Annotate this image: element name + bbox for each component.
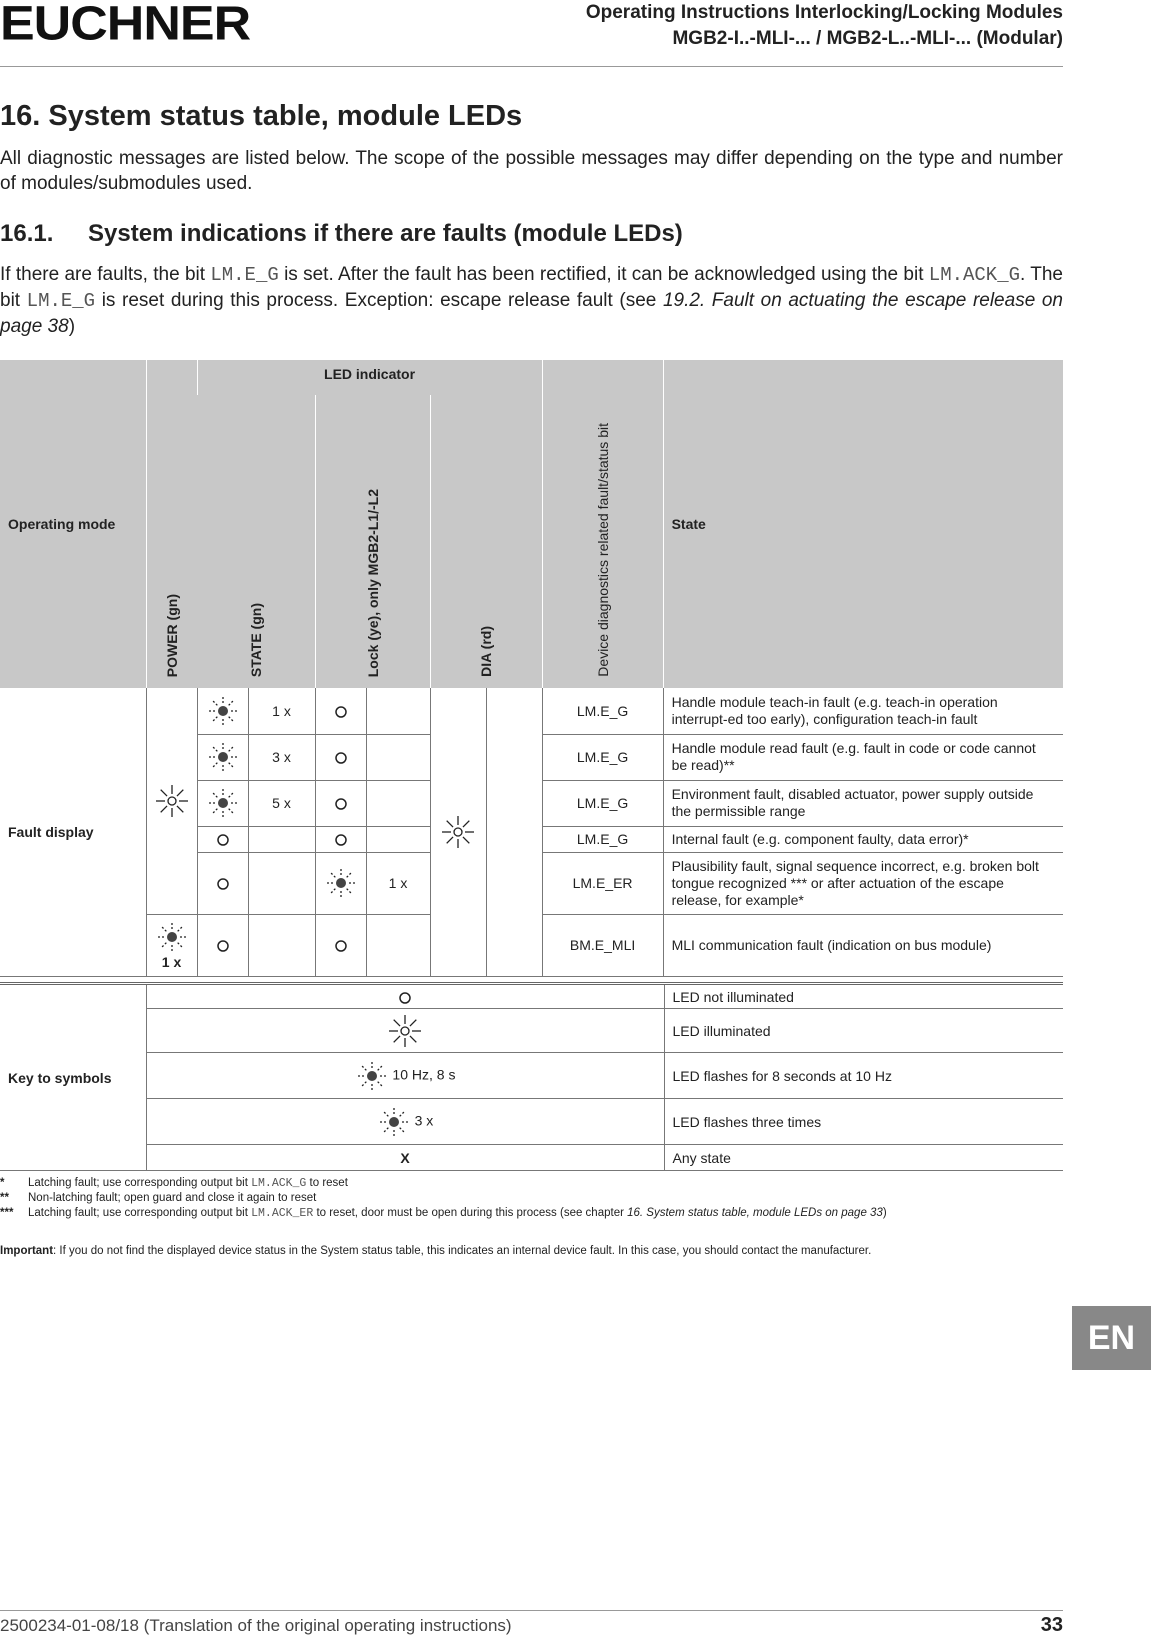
- subsection-title: System indications if there are faults (module LEDs): [88, 220, 683, 247]
- led-off-icon: [216, 937, 230, 953]
- diag-bit-cell: LM.E_G: [542, 826, 663, 852]
- text-span: to reset: [306, 1177, 348, 1189]
- state-desc-cell: Handle module read fault (e.g. fault in code or code cannot be read)**: [663, 734, 1063, 780]
- key-row: [0, 1099, 1063, 1145]
- col-power: [146, 360, 197, 688]
- table-row: [0, 688, 1063, 734]
- led-off-icon: [334, 795, 348, 811]
- document-header-title: [586, 0, 1063, 52]
- state-count-cell: 5 x: [248, 780, 315, 826]
- important-note: [0, 1245, 871, 1257]
- led-flash-icon: [206, 794, 240, 810]
- diag-bit-cell: BM.E_MLI: [542, 914, 663, 976]
- diag-bit-cell: LM.E_G: [542, 780, 663, 826]
- footer-divider: [0, 1610, 1063, 1611]
- diag-bit-cell: LM.E_G: [542, 734, 663, 780]
- text-span: ): [882, 1207, 887, 1219]
- lock-led-cell: [315, 780, 366, 826]
- bit-code: LM.E_G: [210, 264, 279, 286]
- footer-doc-id: 2500234-01-08/18 (Translation of the original operating instructions): [0, 1616, 512, 1635]
- power-count: 1 x: [161, 954, 182, 970]
- state-led-cell: [197, 852, 248, 914]
- col-lock: [315, 395, 430, 688]
- key-symbol-suffix: 10 Hz, 8 s: [392, 1066, 456, 1083]
- key-row: [0, 1145, 1063, 1171]
- led-flash-icon: [206, 701, 240, 717]
- led-flash-icon: [324, 874, 358, 890]
- key-symbol-any: X: [146, 1145, 664, 1171]
- footnotes: [0, 1176, 887, 1221]
- subsection-paragraph: [0, 262, 1063, 339]
- section-intro: All diagnostic messages are listed below. The scope of the possible messages may differ depending on the type and number of modules/submodules used.: [0, 148, 1063, 194]
- lock-count-cell: [366, 826, 430, 852]
- led-flash-icon: [355, 1066, 389, 1082]
- key-symbol-cell: [146, 1053, 664, 1099]
- lock-led-cell: [315, 852, 366, 914]
- page-number: 33: [1040, 1614, 1063, 1636]
- text-span: ): [68, 316, 76, 337]
- footnote: [0, 1191, 887, 1206]
- important-text: : If you do not find the displayed device status in the System status table, this indicates an internal device fault. In this case, you should contact the manufacturer.: [53, 1245, 872, 1257]
- lock-count-cell: [366, 914, 430, 976]
- text-span: Non-latching fault; open guard and close it again to reset: [28, 1192, 317, 1204]
- col-led-indicator: LED indicator: [197, 360, 542, 395]
- key-row: [0, 984, 1063, 1009]
- col-diag-bit-label: Device diagnostics related fault/status bit: [594, 423, 611, 677]
- led-off-icon: [334, 703, 348, 719]
- lock-count-cell: 1 x: [366, 852, 430, 914]
- key-desc: LED flashes for 8 seconds at 10 Hz: [664, 1053, 1063, 1099]
- state-desc-cell: Plausibility fault, signal sequence incorrect, e.g. broken bolt tongue recognized *** or after actuation of the escape release, for example*: [663, 852, 1063, 914]
- dia-led-cell: [430, 688, 486, 976]
- key-symbol-suffix: 3 x: [414, 1112, 434, 1129]
- led-on-icon: [441, 822, 475, 838]
- power-led-cell: [146, 914, 197, 976]
- cross-reference-link[interactable]: 19.2. Fault on actuating the escape release on page 38: [0, 290, 1063, 337]
- fault-display-label: Fault display: [0, 688, 146, 976]
- key-row: [0, 1053, 1063, 1099]
- lock-led-cell: [315, 734, 366, 780]
- footnote-mark: ***: [0, 1207, 14, 1219]
- diag-bit-cell: LM.E_ER: [542, 852, 663, 914]
- state-led-cell: [197, 826, 248, 852]
- text-span: Latching fault; use corresponding output bit: [28, 1207, 252, 1219]
- system-status-table: [0, 360, 1063, 977]
- header-title-line-1: Operating Instructions Interlocking/Locking Modules: [585, 2, 1063, 23]
- led-off-icon: [334, 749, 348, 765]
- state-count-cell: 3 x: [248, 734, 315, 780]
- state-led-cell: [197, 688, 248, 734]
- footnote: [0, 1206, 887, 1221]
- col-dia: [430, 395, 542, 688]
- led-off-icon: [334, 937, 348, 953]
- lock-led-cell: [315, 688, 366, 734]
- text-span: If there are faults, the bit: [0, 264, 211, 285]
- key-symbol-cell: [146, 1009, 664, 1053]
- col-power-label: POWER (gn): [163, 593, 180, 677]
- dia-count-cell: [486, 688, 542, 976]
- header-divider: [0, 66, 1063, 67]
- col-lock-label: Lock (ye), only MGB2-L1/-L2: [364, 488, 381, 677]
- led-on-icon: [388, 1021, 422, 1037]
- power-led-cell: [146, 688, 197, 914]
- footnote-mark: **: [0, 1192, 9, 1204]
- led-off-icon: [216, 875, 230, 891]
- bit-code: LM.ACK_ER: [251, 1207, 314, 1220]
- lock-led-cell: [315, 826, 366, 852]
- led-on-icon: [155, 791, 189, 807]
- state-led-cell: [197, 734, 248, 780]
- cross-reference-link[interactable]: 16. System status table, module LEDs on page 33: [627, 1207, 883, 1219]
- key-symbol-cell: [146, 984, 664, 1009]
- important-label: Important: [0, 1245, 54, 1257]
- state-count-cell: 1 x: [248, 688, 315, 734]
- euchner-logo: EUCHNER: [0, 0, 251, 51]
- col-diag-bit: [542, 360, 663, 688]
- section-heading: [0, 100, 522, 133]
- lock-led-cell: [315, 914, 366, 976]
- state-desc-cell: MLI communication fault (indication on bus module): [663, 914, 1063, 976]
- col-state: State: [663, 360, 1063, 688]
- section-number: 16.: [0, 100, 41, 132]
- key-desc: LED not illuminated: [664, 984, 1063, 1009]
- led-off-icon: [398, 988, 412, 1004]
- section-title: System status table, module LEDs: [48, 100, 523, 132]
- text-span: is set. After the fault has been rectified, it can be acknowledged using the bit: [278, 264, 929, 285]
- lock-count-cell: [366, 734, 430, 780]
- led-off-icon: [334, 831, 348, 847]
- key-desc: LED flashes three times: [664, 1099, 1063, 1145]
- header-title-line-2: MGB2-I..-MLI-... / MGB2-L..-MLI-... (Modular): [672, 28, 1063, 49]
- bit-code: LM.ACK_G: [928, 264, 1021, 286]
- led-flash-icon: [206, 748, 240, 764]
- text-span: Latching fault; use corresponding output bit: [28, 1177, 252, 1189]
- text-span: to reset, door must be open during this process (see chapter: [313, 1207, 628, 1219]
- text-span: . The bit: [0, 264, 1063, 311]
- state-desc-cell: Environment fault, disabled actuator, power supply outside the permissible range: [663, 780, 1063, 826]
- state-count-cell: [248, 826, 315, 852]
- led-flash-icon: [377, 1112, 411, 1128]
- bit-code: LM.E_G: [26, 290, 96, 312]
- col-state-led: [197, 395, 315, 688]
- key-row: [0, 1009, 1063, 1053]
- state-count-cell: [248, 852, 315, 914]
- col-dia-label: DIA (rd): [478, 626, 495, 677]
- subsection-heading: [0, 220, 683, 248]
- state-count-cell: [248, 914, 315, 976]
- col-operating-mode: Operating mode: [0, 360, 146, 688]
- diag-bit-cell: LM.E_G: [542, 688, 663, 734]
- led-off-icon: [216, 831, 230, 847]
- led-flash-icon: [155, 928, 189, 944]
- state-desc-cell: Handle module teach-in fault (e.g. teach-in operation interrupt-ed too early), configuration teach-in fault: [663, 688, 1063, 734]
- footnote-mark: *: [0, 1177, 5, 1189]
- text-span: is reset during this process. Exception: escape release fault (see: [95, 290, 663, 311]
- col-state-led-label: STATE (gn): [247, 602, 264, 677]
- state-led-cell: [197, 914, 248, 976]
- key-desc: LED illuminated: [664, 1009, 1063, 1053]
- subsection-number: 16.1.: [0, 220, 54, 247]
- lock-count-cell: [366, 780, 430, 826]
- language-tab: EN: [1072, 1306, 1151, 1370]
- state-led-cell: [197, 780, 248, 826]
- key-symbol-cell: [146, 1099, 664, 1145]
- key-label: Key to symbols: [0, 984, 146, 1171]
- key-desc: Any state: [664, 1145, 1063, 1171]
- bit-code: LM.ACK_G: [251, 1177, 307, 1190]
- key-to-symbols-table: [0, 982, 1063, 1171]
- lock-count-cell: [366, 688, 430, 734]
- footnote: [0, 1176, 887, 1191]
- state-desc-cell: Internal fault (e.g. component faulty, data error)*: [663, 826, 1063, 852]
